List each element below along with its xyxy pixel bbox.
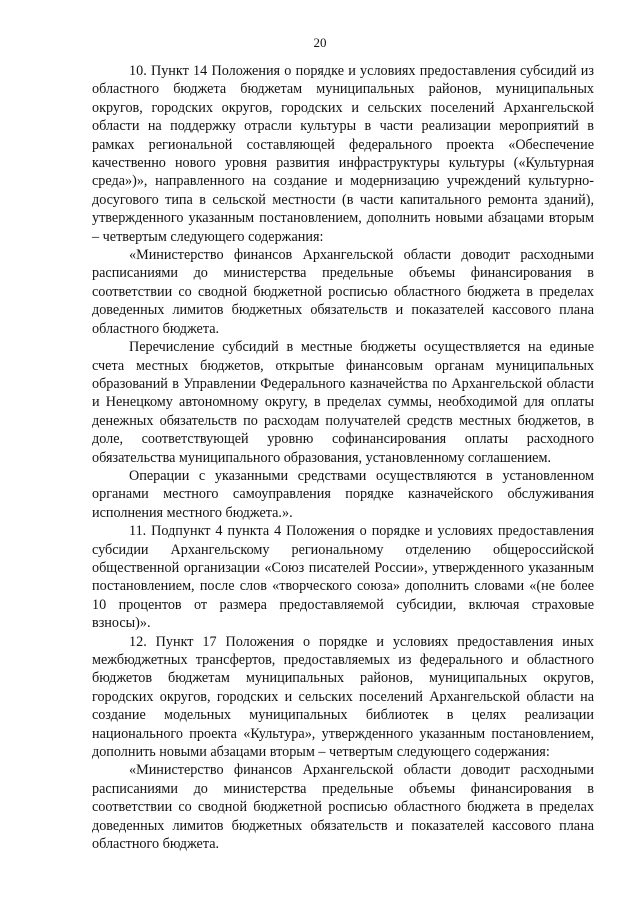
paragraph-item-12: 12. Пункт 17 Положения о порядке и условиях предоставления иных межбюджетных трансфертов, предоставляемых из федерального и областного бюджетов бюджетам муниципальных районов, муниципальных округов, городских округов, городских и сельских поселений Архангельской области на создание модельных муниципальных библиотек в целях реализации национального проекта «Культура», утвержденного указанным постановлением, дополнить новыми абзацами вторым – четвертым следующего содержания: xyxy=(92,633,594,761)
document-body xyxy=(92,62,594,853)
paragraph-operations: Операции с указанными средствами осуществляются в установленном органами местного самоуправления порядке казначейского обслуживания исполнения местного бюджета.». xyxy=(92,467,594,521)
paragraph-subsidy-transfer: Перечисление субсидий в местные бюджеты осуществляется на единые счета местных бюджетов, открытые финансовым органам муниципальных образований в Управлении Федерального казначейства по Архангельской области и Ненецкому автономному округу, в пределах суммы, необходимой для оплаты денежных обязательств по расходам получателей средств местных бюджетов, в доле, соответствующей уровню софинансирования оплаты расходного обязательства муниципального образования, установленному соглашением. xyxy=(92,339,594,466)
paragraph-ministry-finance-2: «Министерство финансов Архангельской области доводит расходными расписаниями до министерства предельные объемы финансирования в соответствии со сводной бюджетной росписью областного бюджета в пределах доведенных лимитов бюджетных обязательств и показателей кассового плана областного бюджета. xyxy=(92,762,594,853)
paragraph-ministry-finance: «Министерство финансов Архангельской области доводит расходными расписаниями до министерства предельные объемы финансирования в соответствии со сводной бюджетной росписью областного бюджета в пределах доведенных лимитов бюджетных обязательств и показателей кассового плана областного бюджета. xyxy=(92,247,594,337)
paragraph-item-11: 11. Подпункт 4 пункта 4 Положения о порядке и условиях предоставления субсидии Архангельскому региональному отделению общероссийской общественной организации «Союз писателей России», утвержденного указанным постановлением, после слов «творческого союза» дополнить словами «(не более 10 процентов от размера предоставляемой субсидии, включая страховые взносы)». xyxy=(92,523,594,632)
page-number: 20 xyxy=(313,35,327,50)
paragraph-item-10: 10. Пункт 14 Положения о порядке и условиях предоставления субсидий из областного бюджета бюджетам муниципальных районов, муниципальных округов, городских округов, городских и сельских поселений Архангельской области на поддержку отрасли культуры в части реализации мероприятий в рамках региональной составляющей федерального проекта «Обеспечение качественно нового уровня развития инфраструктуры культуры («Культурная среда»)», направленного на создание и модернизацию учреждений культурно-досугового типа в сельской местности (в части капитального ремонта зданий), утвержденного указанным постановлением, дополнить новыми абзацами вторым – четвертым следующего содержания: xyxy=(92,63,594,245)
